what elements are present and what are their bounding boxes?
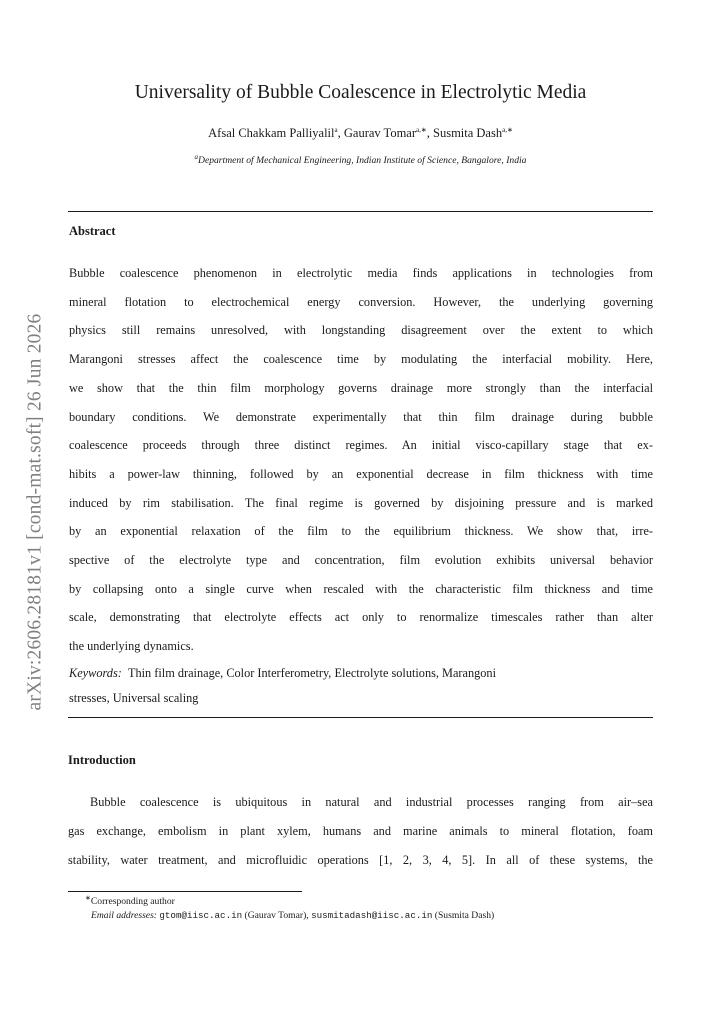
abstract-line: Marangoni stresses affect the coalescence time by modulating the interfacial mobility. Here,: [69, 352, 653, 367]
arxiv-identifier: arXiv:2606.28181v1 [cond-mat.soft] 26 Jun 2026: [24, 313, 46, 711]
email-owner: (Susmita Dash): [434, 909, 495, 921]
paper-title: Universality of Bubble Coalescence in Electrolytic Media: [134, 82, 587, 103]
author-affil-mark: a,∗: [502, 125, 513, 134]
abstract-line: by collapsing onto a single curve when rescaled with the characteristic film thickness and time: [69, 581, 653, 596]
abstract-line: hibits a power-law thinning, followed by an exponential decrease in film thickness with time: [69, 466, 653, 481]
keywords-label: Keywords:: [69, 666, 122, 680]
author-affil-mark: a: [334, 125, 338, 134]
author-affil-mark: a,∗: [416, 125, 427, 134]
abstract-line: Bubble coalescence phenomenon in electrolytic media finds applications in technologies from: [69, 266, 653, 280]
introduction-line: stability, water treatment, and microfluidic operations [1, 2, 3, 4, 5]. In all of these systems, the: [68, 853, 653, 867]
abstract-line: induced by rim stabilisation. The final regime is governed by disjoining pressure and is marked: [69, 495, 653, 510]
abstract-line: scale, demonstrating that electrolyte effects act only to renormalize timescales rather than alter: [69, 610, 653, 625]
affiliation-mark: a: [194, 152, 199, 161]
keywords-line: stresses, Universal scaling: [69, 690, 199, 705]
abstract-line: mineral flotation to electrochemical energy conversion. However, the underlying governing: [69, 294, 653, 309]
abstract-line: the underlying dynamics.: [69, 639, 194, 654]
abstract-line: by an exponential relaxation of the film to the equilibrium thickness. We show that, irre-: [69, 524, 653, 539]
footnote-rule: [68, 891, 302, 892]
abstract-bottom-rule: [68, 717, 653, 718]
abstract-line: we show that the thin film morphology governs drainage more strongly than the interfacial: [69, 380, 653, 395]
abstract-top-rule: [68, 211, 653, 212]
email-address[interactable]: gtom@iisc.ac.in: [159, 909, 243, 921]
author-name: Gaurav Tomar: [343, 126, 417, 140]
footnote-mark: ∗: [85, 893, 91, 902]
email-label: Email addresses:: [91, 909, 157, 921]
arxiv-sidebar-stamp: [20, 262, 50, 762]
abstract-line: spective of the electrolyte type and concentration, film evolution exhibits universal behavior: [69, 553, 653, 568]
email-owner: (Gaurav Tomar),: [244, 909, 309, 921]
introduction-heading: Introduction: [68, 753, 136, 767]
introduction-body: [68, 788, 653, 875]
affiliation: [0, 152, 721, 166]
introduction-line: Bubble coalescence is ubiquitous in natural and industrial processes ranging from air–sea: [90, 795, 653, 809]
author-list: Afsal Chakkam Palliyalil$^a$, Gaurav Tomar$^{a,∗}$, Susmita Dash$^{a,∗}$: [208, 125, 513, 140]
author-name: Susmita Dash: [433, 126, 503, 140]
corresponding-author-note: Corresponding author: [90, 896, 175, 907]
introduction-line: gas exchange, embolism in plant xylem, humans and marine animals to mineral flotation, foam: [68, 824, 653, 838]
abstract-line: coalescence proceeds through three distinct regimes. An initial visco-capillary stage that ex-: [69, 438, 653, 453]
keywords: [69, 659, 653, 712]
abstract-line: physics still remains unresolved, with longstanding disagreement over the extent to which: [69, 323, 653, 338]
abstract-body: [69, 259, 653, 661]
author-name: Afsal Chakkam Palliyalil: [208, 126, 335, 140]
abstract-heading: Abstract: [69, 224, 116, 238]
affiliation-text: Department of Mechanical Engineering, Indian Institute of Science, Bangalore, India: [198, 155, 527, 166]
keywords-line: Thin film drainage, Color Interferometry, Electrolyte solutions, Marangoni: [127, 666, 496, 680]
email-address[interactable]: susmitadash@iisc.ac.in: [311, 909, 433, 921]
footnote: [85, 895, 685, 922]
abstract-line: boundary conditions. We demonstrate experimentally that thin film drainage during bubble: [69, 409, 653, 424]
